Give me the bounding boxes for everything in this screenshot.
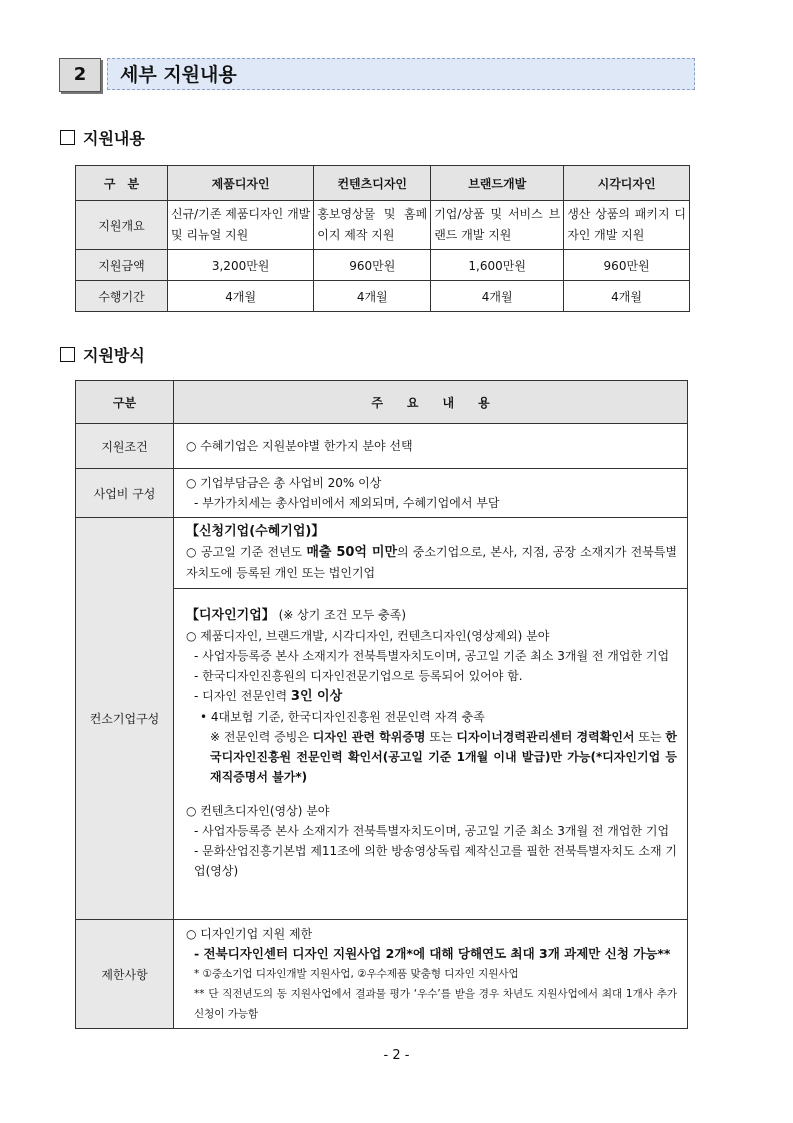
design-line: - 사업자등록증 본사 소재지가 전북특별자치도이며, 공고일 기준 최소 3개월 전 개업한 기업	[194, 649, 670, 663]
note-a: ※ 전문인력 증빙은	[210, 730, 313, 744]
design-note-line	[186, 727, 677, 787]
table-cell	[174, 518, 688, 589]
content-line: ○ 컨텐츠디자인(영상) 분야	[186, 804, 330, 818]
table-cell: 1,600만원	[431, 250, 564, 281]
limit-line: - 전북디자인센터 디자인 지원사업 2개*에 대해 당해연도 최대 3개 과제만 신청 가능**	[194, 946, 671, 961]
table-header: 제품디자인	[168, 166, 314, 201]
note-f: 한국디자인진흥원 전문인력 확인서(공고일 기준 1개월 이내 발급)만 가능(*디자인기업 등 재직증명서 불가*)	[210, 730, 677, 784]
checkbox-square-icon	[60, 347, 75, 362]
applicant-title: 【신청기업(수혜기업)】	[186, 524, 325, 539]
row-label: 사업비 구성	[76, 469, 174, 518]
condition-text: ○ 수혜기업은 지원분야별 한가지 분야 선택	[186, 439, 413, 453]
table-cell: 3,200만원	[168, 250, 314, 281]
table-header: 시각디자인	[564, 166, 690, 201]
design-line: • 4대보험 기준, 한국디자인진흥원 전문인력 자격 충족	[200, 710, 485, 724]
section-title: 세부 지원내용	[107, 58, 695, 90]
note-c: 또는	[425, 730, 457, 744]
row-label: 지원개요	[76, 201, 168, 250]
design-line	[186, 686, 677, 707]
applicant-text-b: 매출 50억 미만	[306, 545, 398, 560]
limit-line: ○ 디자인기업 지원 제한	[186, 927, 313, 941]
table-cell: 생산 상품의 패키지 디자인 개발 지원	[564, 201, 690, 250]
table-cell: 4개월	[314, 281, 431, 312]
page-number: - 2 -	[383, 1048, 410, 1063]
support-method-heading-text: 지원방식	[83, 346, 145, 365]
limit-line: ** 단 직전년도의 동 지원사업에서 결과물 평가 ‘우수’를 받을 경우 차년도 지원사업에서 최대 1개사 추가 신청이 가능함	[194, 988, 677, 1020]
table-cell: 960만원	[314, 250, 431, 281]
note-b: 디자인 관련 학위증명	[312, 730, 426, 744]
section-number: 2	[59, 58, 101, 92]
checkbox-square-icon	[60, 130, 75, 145]
cost-line: - 부가가치세는 총사업비에서 제외되며, 수혜기업에서 부담	[194, 496, 500, 510]
design-note: (※ 상기 조건 모두 충족)	[274, 608, 407, 622]
limit-line: * ①중소기업 디자인개발 지원사업, ②우수제품 맞춤형 디자인 지원사업	[194, 968, 519, 980]
applicant-text-a: ○ 공고일 기준 전년도	[186, 545, 307, 559]
note-e: 또는	[634, 730, 666, 744]
design-line-b: 3인 이상	[290, 689, 343, 704]
design-title: 【디자인기업】	[186, 608, 275, 623]
table-cell: 4개월	[431, 281, 564, 312]
support-method-heading	[60, 343, 145, 366]
table-cell	[174, 469, 688, 518]
row-label: 지원금액	[76, 250, 168, 281]
table-header: 주 요 내 용	[174, 381, 688, 424]
table-header: 구 분	[76, 166, 168, 201]
table-cell: 4개월	[168, 281, 314, 312]
table-cell: 960만원	[564, 250, 690, 281]
support-content-table	[75, 165, 690, 312]
table-cell	[174, 424, 688, 469]
support-content-heading	[60, 126, 145, 149]
design-line: - 한국디자인진흥원의 디자인전문기업으로 등록되어 있어야 함.	[194, 669, 523, 683]
design-title-line	[186, 605, 677, 626]
row-label: 지원조건	[76, 424, 174, 469]
table-cell	[174, 920, 688, 1029]
applicant-text-c: 의 중소기업으로, 본사, 지점, 공장 소재지가 전북특별자치도에 등록된 개인 또는 법인기업	[186, 545, 678, 580]
content-line: - 문화산업진흥기본법 제11조에 의한 방송영상독립 제작신고를 필한 전북특별자치도 소재 기업(영상)	[194, 844, 677, 878]
design-line-a: - 디자인 전문인력	[194, 689, 291, 703]
support-method-table	[75, 380, 688, 1029]
row-label: 수행기간	[76, 281, 168, 312]
table-cell	[174, 589, 688, 920]
table-cell: 4개월	[564, 281, 690, 312]
table-header: 브랜드개발	[431, 166, 564, 201]
row-label: 컨소기업구성	[76, 518, 174, 920]
content-line: - 사업자등록증 본사 소재지가 전북특별자치도이며, 공고일 기준 최소 3개월 전 개업한 기업	[194, 824, 670, 838]
table-header: 컨텐츠디자인	[314, 166, 431, 201]
table-cell: 기업/상품 및 서비스 브랜드 개발 지원	[431, 201, 564, 250]
row-label: 제한사항	[76, 920, 174, 1029]
table-cell: 홍보영상물 및 홈페이지 제작 지원	[314, 201, 431, 250]
section-header	[59, 58, 696, 92]
design-line: ○ 제품디자인, 브랜드개발, 시각디자인, 컨텐츠디자인(영상제외) 분야	[186, 629, 550, 643]
support-content-heading-text: 지원내용	[83, 129, 145, 148]
applicant-text	[186, 542, 677, 583]
cost-line: ○ 기업부담금은 총 사업비 20% 이상	[186, 476, 382, 490]
note-d: 디자이너경력관리센터 경력확인서	[456, 730, 635, 744]
table-cell: 신규/기존 제품디자인 개발 및 리뉴얼 지원	[168, 201, 314, 250]
table-header: 구분	[76, 381, 174, 424]
